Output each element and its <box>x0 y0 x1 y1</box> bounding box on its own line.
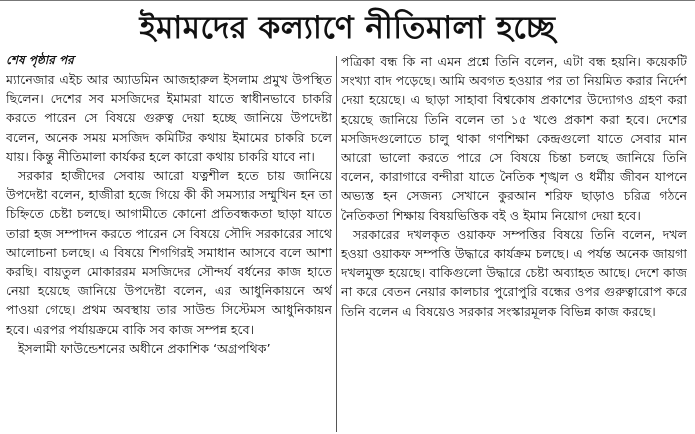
left-column <box>6 52 332 432</box>
paragraph: সরকার হাজীদের সেবায় আরো যত্নশীল হতে চায় জানিয়ে উপদেষ্টা বলেন, হাজীরা হজে গিয়ে কী কী সমস্যার সম্মুখিন হন তা চিহ্নিতে চেষ্টা চলছে। আগামীতে কোনো প্রতিবন্ধকতা ছাড়া যাতে তারা হজ সম্পাদন করতে পারেন সে বিষয়ে সৌদি সরকারের সাথে আলোচনা চলছে। এ বিষয়ে শিগগিরই সমাধান আসবে বলে আশা করছি। বায়তুল মোকাররম মসজিদের সৌন্দর্য বর্ধনের কাজ হাতে নেয়া হয়েছে জানিয়ে উপদেষ্টা বলেন, এর আধুনিকায়নে অর্থ পাওয়া গেছে। প্রথম অবস্থায় তার সাউন্ড সিস্টেমস আধুনিকায়ন হবে। এরপর পর্যায়ক্রমে বাকি সব কাজ সম্পন্ন হবে। <box>6 168 332 337</box>
paragraph: ইসলামী ফাউন্ডেশনের অধীনে প্রকাশিক ‘অগ্রপথিক’ <box>18 340 271 356</box>
right-column <box>341 52 687 432</box>
paragraph: পত্রিকা বন্ধ কি না এমন প্রশ্নে তিনি বলেন, এটা বন্ধ হয়নি। কয়েকটি সংখ্যা বাদ পড়েছে। আমি অবগত হওয়ার পর তা নিয়মিত করার নির্দেশ দেয়া হয়েছে। এ ছাড়া সাহাবা বিশ্বকোষ প্রকাশের উদ্যোগও গ্রহণ করা হয়েছে জানিয়ে তিনি বলেন তা ১৫ খণ্ডে প্রকাশ করা হবে। দেশের মসজিদগুলোতে চালু থাকা গণশিক্ষা কেন্দ্রগুলো যাতে সেবার মান আরো ভালো করতে পারে সে বিষয়ে চিন্তা চলছে জানিয়ে তিনি বলেন, কারাগারে বন্দীরা যাতে নৈতিক শৃঙ্খল ও ধর্মীয় জীবন যাপনে অভ্যস্ত হন সেজন্য সেখানে কুরআন শরিফ ছাড়াও চরিত্র গঠনে নৈতিকতা শিক্ষায় বিষয়ভিত্তিক বই ও ইমাম নিয়োগ দেয়া হবে। <box>341 54 687 223</box>
paragraph: সরকারের দখলকৃত ওয়াকফ সম্পত্তির বিষয়ে তিনি বলেন, দখল হওয়া ওয়াকফ সম্পত্তি উদ্ধারে কার্যক্রম চলছে। এ পর্যন্ত অনেক জায়গা দখলমুক্ত হয়েছে। বাকিগুলো উদ্ধারে চেষ্টা অব্যাহত আছে। দেশে কাজ না করে বেতন নেয়ার কালচার পুরোপুরি বন্ধের ওপর গুরুত্বারোপ করে তিনি বলেন এ বিষয়েও সরকার সংস্কারমূলক বিভিন্ন কাজ করছে। <box>341 226 687 319</box>
paragraph: ম্যানেজার এইচ আর অ্যাডমিন আজহারুল ইসলাম প্রমুখ উপস্থিত ছিলেন। দেশের সব মসজিদের ইমামরা যাতে স্বাধীনভাবে চাকরি করতে পারেন সে বিষয়ে গুরুত্ব দেয়া হচ্ছে জানিয়ে উপদেষ্টা বলেন, অনেক সময় মসজিদ কমিটির কথায় ইমামের চাকরি চলে যায়। কিন্তু নীতিমালা কার্যকর হলে কারো কথায় চাকরি যাবে না। <box>6 72 332 164</box>
column-divider <box>336 56 337 432</box>
top-rule <box>0 0 695 4</box>
headline: ইমামদের কল্যাণে নীতিমালা হচ্ছে <box>139 10 556 46</box>
continued-label: শেষ পৃষ্ঠার পর <box>6 53 74 67</box>
